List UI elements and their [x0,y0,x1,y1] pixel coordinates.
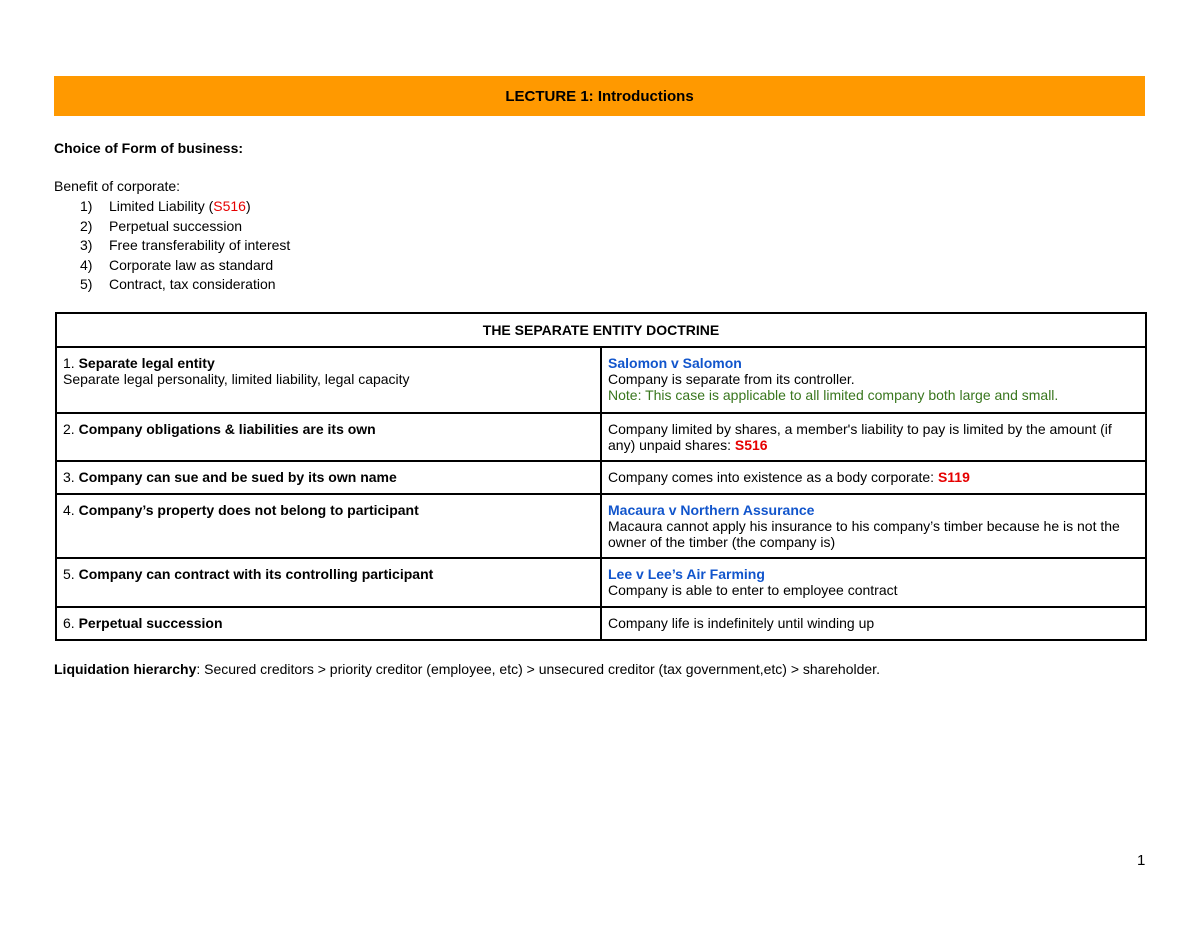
liquidation-text: : Secured creditors > priority creditor (employee, etc) > unsecured creditor (tax government,etc) > shareholder. [196,661,880,677]
principle-cell [56,558,601,607]
authority-text: Company limited by shares, a member's liability to pay is limited by the amount (if any) unpaid shares: [608,421,1112,453]
authority-cell [601,347,1146,413]
principle-subtitle: Separate legal personality, limited liability, legal capacity [63,371,410,387]
list-number: 3) [80,237,93,254]
principle-cell [56,461,601,494]
principle-title: Company can contract with its controlling participant [78,566,434,582]
liquidation-hierarchy [54,661,880,677]
page-number: 1 [1137,852,1146,869]
list-text: Free transferability of interest [109,237,291,254]
list-text: Corporate law as standard [109,256,274,273]
principle-title: Company can sue and be sued by its own name [78,469,397,485]
table-row [56,413,1146,461]
list-item [80,197,290,217]
case-name: Macaura v Northern Assurance [608,502,815,518]
authority-cell [601,461,1146,494]
principle-number: 2. [63,421,79,437]
authority-text: Company comes into existence as a body corporate: [608,469,938,485]
list-item [80,217,290,237]
principle-number: 6. [63,615,79,631]
authority-text: Macaura cannot apply his insurance to his company’s timber because he is not the owner of the timber (the company is) [608,518,1120,550]
principle-number: 3. [63,469,79,485]
authority-text: Company is able to enter to employee contract [608,582,898,598]
table-row [56,461,1146,494]
principle-cell [56,347,601,413]
principle-cell [56,607,601,640]
lecture-title-banner [54,76,1145,116]
authority-cell [601,494,1146,558]
section-reference: S516 [213,198,246,214]
list-item [80,275,290,295]
authority-cell [601,558,1146,607]
list-number: 1) [80,198,93,214]
list-item [80,236,290,256]
list-number: 4) [80,256,93,273]
section-heading: Choice of Form of business: [54,140,244,156]
liquidation-label: Liquidation hierarchy [54,661,197,677]
section-reference: S516 [734,437,768,453]
principle-number: 5. [63,566,79,582]
principle-number: 1. [63,355,79,371]
table-header-row [56,313,1146,347]
table-row [56,558,1146,607]
table-header: THE SEPARATE ENTITY DOCTRINE [56,313,1146,347]
list-text: Limited Liability ( [109,198,214,214]
benefit-intro: Benefit of corporate: [54,178,181,194]
principle-title: Perpetual succession [78,615,223,631]
table-row [56,494,1146,558]
table-row [56,347,1146,413]
section-reference: S119 [937,469,970,485]
case-name: Lee v Lee’s Air Farming [608,566,765,582]
list-text: Perpetual succession [109,217,243,234]
authority-text: Company life is indefinitely until winding up [608,615,875,631]
list-text: Contract, tax consideration [109,276,276,293]
list-text-tail: ) [245,198,251,214]
benefit-list [80,197,290,295]
principle-number: 4. [63,502,79,518]
list-number: 5) [80,276,93,293]
authority-cell [601,607,1146,640]
authority-note: Note: This case is applicable to all limited company both large and small. [608,387,1059,403]
principle-cell [56,494,601,558]
principle-title: Company obligations & liabilities are its own [78,421,376,437]
principle-title: Company’s property does not belong to participant [78,502,419,518]
case-name: Salomon v Salomon [608,355,742,371]
table-row [56,607,1146,640]
separate-entity-table [55,312,1147,641]
list-item [80,256,290,276]
principle-title: Separate legal entity [78,355,215,371]
list-number: 2) [80,217,93,234]
lecture-title: LECTURE 1: Introductions [505,87,694,105]
authority-text: Company is separate from its controller. [608,371,855,387]
authority-cell [601,413,1146,461]
principle-cell [56,413,601,461]
